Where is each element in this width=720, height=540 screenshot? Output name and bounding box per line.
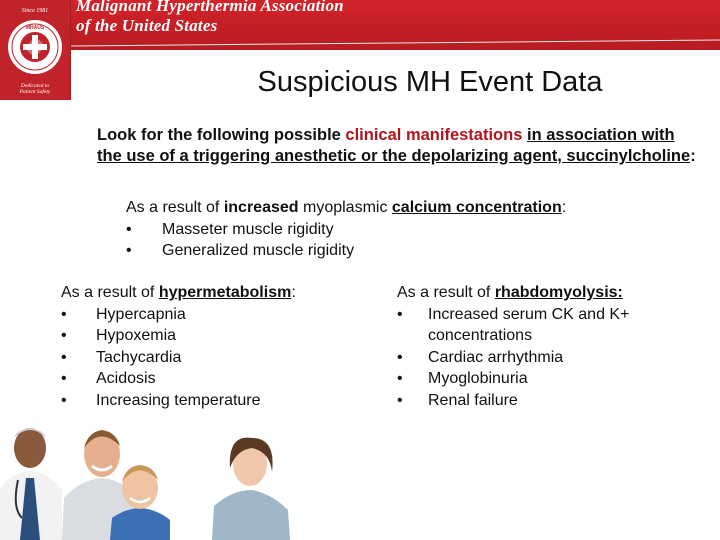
list-item-text: Generalized muscle rigidity [162, 242, 355, 259]
bullet: • [126, 242, 132, 259]
calcium-heading-pre: As a result of [126, 199, 224, 216]
intro-highlight: clinical manifestations [345, 126, 523, 144]
bullet: • [61, 305, 67, 323]
intro-underlined-text: in association with the use of a triggering anesthetic or the depolarizing agent, succinylcholine [97, 126, 691, 165]
list-item [61, 304, 381, 326]
bullet: • [397, 370, 403, 387]
bullet: • [397, 305, 403, 323]
bullet: • [61, 391, 67, 409]
list-item-text: Increasing temperature [96, 391, 261, 409]
list-item [397, 368, 697, 390]
bullet: • [126, 220, 132, 238]
list-item-text: Increased serum CK and K+ concentrations [428, 305, 630, 344]
list-item [61, 368, 381, 390]
svg-text:MHAUS: MHAUS [25, 25, 45, 31]
hypermetabolism-section [61, 282, 381, 411]
intro-paragraph [97, 125, 697, 167]
rhabdo-heading-underlined: rhabdomyolysis: [494, 284, 623, 301]
list-item [397, 304, 697, 347]
calcium-heading [126, 197, 686, 219]
calcium-heading-underlined: calcium concentration [391, 199, 562, 216]
hyper-heading-underlined: hypermetabolism [158, 284, 292, 301]
list-item [61, 390, 381, 412]
calcium-section [126, 197, 686, 262]
logo-tagline-line2: Patient Safety [19, 89, 51, 95]
rhabdo-heading-pre: As a result of [397, 284, 495, 301]
bullet: • [397, 348, 403, 366]
calcium-heading-colon: : [561, 199, 567, 216]
list-item-text: Hypoxemia [96, 327, 177, 344]
list-item-text: Cardiac arrhythmia [428, 348, 564, 366]
list-item-text: Acidosis [96, 370, 156, 387]
organization-name [76, 0, 344, 36]
mhaus-logo [0, 0, 71, 100]
slide-title: Suspicious MH Event Data [257, 66, 603, 98]
people-photo [0, 418, 340, 540]
list-item [61, 347, 381, 369]
bullet: • [397, 391, 403, 409]
logo-tagline [0, 83, 70, 95]
mhaus-seal-icon [6, 18, 64, 76]
woman-figure [212, 438, 290, 540]
logo-since-text: Since 1981 [21, 8, 49, 14]
calcium-heading-bold: increased [223, 199, 299, 216]
list-item-text: Masseter muscle rigidity [162, 220, 334, 238]
org-name-line2: of the United States [76, 16, 218, 35]
bullet: • [61, 348, 67, 366]
list-item [126, 219, 686, 241]
list-item-text: Renal failure [428, 391, 518, 409]
rhabdomyolysis-section [397, 282, 697, 411]
list-item [126, 240, 686, 262]
hyper-heading-colon: : [291, 284, 296, 301]
list-item-text: Tachycardia [96, 348, 182, 366]
list-item [61, 325, 381, 347]
bullet: • [61, 370, 67, 387]
list-item [397, 347, 697, 369]
calcium-heading-mid: myoplasmic [298, 199, 392, 216]
org-name-line1: Malignant Hyperthermia Association [76, 0, 344, 15]
doctor-figure [0, 428, 62, 540]
rhabdomyolysis-heading [397, 282, 697, 304]
intro-colon: : [690, 147, 696, 165]
list-item-text: Hypercapnia [96, 305, 186, 323]
intro-text-1: Look for the following possible [97, 126, 346, 144]
hypermetabolism-heading [61, 282, 381, 304]
bullet: • [61, 327, 67, 344]
list-item [397, 390, 697, 412]
hyper-heading-pre: As a result of [61, 284, 159, 301]
logo-tagline-line1: Dedicated to [20, 83, 50, 89]
list-item-text: Myoglobinuria [428, 370, 528, 387]
